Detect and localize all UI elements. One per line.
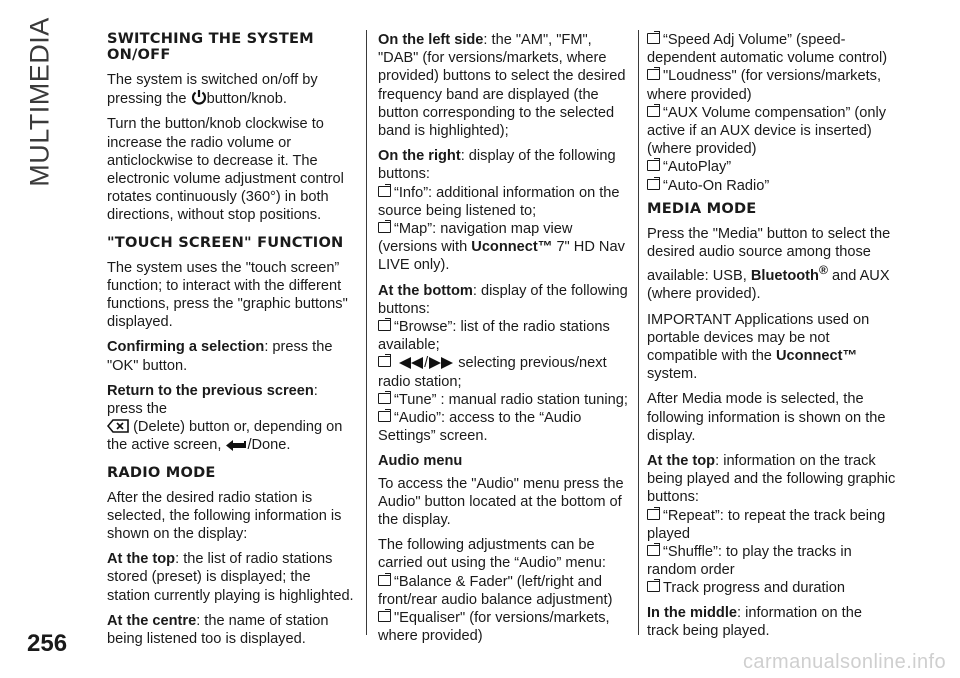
bullet-icon — [647, 106, 660, 117]
paragraph-important: IMPORTANT Applications used on portable devices may be not compatible with the Uconnect™ system. — [647, 311, 870, 383]
bullet-icon — [647, 160, 660, 171]
paragraph-audio-adjust: The following adjustments can be carried out using the “Audio” menu: — [378, 537, 606, 572]
bullet-icon — [378, 611, 391, 622]
watermark: carmanualsonline.info — [743, 651, 946, 673]
list-item: "Loudness" (for versions/markets, where provided) — [647, 68, 882, 103]
heading-radio-mode: RADIO MODE — [107, 463, 216, 481]
list-item: “Repeat”: to repeat the track being played — [647, 507, 886, 542]
bullet-icon — [647, 69, 660, 80]
list-item: “Shuffle”: to play the tracks in random order — [647, 543, 852, 579]
delete-icon — [107, 419, 129, 433]
column-2 — [378, 31, 630, 646]
bullet-icon — [378, 320, 391, 331]
list-item: “AutoPlay” — [647, 158, 897, 176]
paragraph-media-source: Press the "Media" button to select the desired audio source among those available: USB, Bluetooth® and AUX (where provided). — [647, 225, 891, 303]
list-item: “AUX Volume compensation” (only active if an AUX device is inserted) (where provided) — [647, 104, 887, 158]
bullet-icon — [647, 33, 660, 44]
list-item: Track progress and duration — [647, 579, 897, 597]
paragraph-media-info: After Media mode is selected, the following information is shown on the display. — [647, 391, 886, 444]
list-item: / selecting previous/next radio station; — [378, 355, 607, 390]
list-item: “Audio”: access to the “Audio Settings” screen. — [378, 410, 582, 445]
list-item: “Auto-On Radio” — [647, 177, 897, 195]
paragraph-radio-top: At the top: the list of radio stations stored (preset) is displayed; the station currently playing is highlighted. — [107, 551, 354, 604]
paragraph-volume: Turn the button/knob clockwise to increase the radio volume or anticlockwise to decrease it. The electronic volume adjustment control rotates continuously (360°) in both directions, without stop positions. — [107, 116, 344, 224]
list-item: “Balance & Fader" (left/right and front/rear audio balance adjustment) — [378, 573, 613, 608]
bullet-icon — [378, 575, 391, 586]
paragraph-audio-access: To access the "Audio" menu press the Audio" button located at the bottom of the display. — [378, 475, 624, 529]
list-item: "Equaliser" (for versions/markets, where provided) — [378, 610, 610, 645]
bullet-icon — [378, 186, 391, 197]
paragraph-right: On the right: display of the following buttons: — [378, 148, 616, 183]
previous-icon — [398, 357, 424, 369]
back-arrow-icon — [225, 437, 247, 451]
paragraph-media-top: At the top: information on the track being played and the following graphic buttons: — [647, 452, 896, 506]
power-icon — [191, 89, 207, 105]
paragraph-radio-centre: At the centre: the name of station being listened too is displayed. — [107, 612, 329, 648]
paragraph-confirm: Confirming a selection: press the "OK" button. — [107, 339, 333, 374]
paragraph-power: The system is switched on/off by pressing the button/knob. — [107, 72, 318, 108]
bullet-icon — [647, 581, 660, 592]
heading-audio-menu: Audio menu — [378, 453, 463, 470]
list-item: “Tune” : manual radio station tuning; — [378, 391, 630, 409]
bullet-icon — [378, 222, 391, 233]
list-item: “Info”: additional information on the source being listened to; — [378, 184, 620, 219]
bullet-icon — [647, 545, 660, 556]
list-item: “Map”: navigation map view (versions with Uconnect™ 7" HD Nav LIVE only). — [378, 221, 625, 274]
section-side-label: MULTIMEDIA — [24, 17, 55, 187]
paragraph-bottom: At the bottom: display of the following buttons: — [378, 282, 628, 317]
bullet-icon — [378, 356, 391, 367]
paragraph-return: Return to the previous screen: press the (Delete) button or, depending on the active screen, /Done. — [107, 382, 343, 454]
column-divider-1 — [366, 30, 367, 635]
paragraph-radio-intro: After the desired radio station is selected, the following information is shown on the display: — [107, 489, 342, 543]
column-1 — [107, 31, 357, 655]
heading-switching: SWITCHING THE SYSTEM ON/OFF — [107, 30, 314, 63]
list-item: “Speed Adj Volume” (speed-dependent automatic volume control) — [647, 32, 888, 67]
heading-media-mode: MEDIA MODE — [647, 199, 757, 217]
bullet-icon — [647, 509, 660, 520]
paragraph-left-side: On the left side: the "AM", "FM", "DAB" (for versions/markets, where provided) buttons to select the desired frequency band are displayed (the button corresponding to the selected band is highlighted); — [378, 32, 626, 140]
paragraph-touch: The system uses the "touch screen” function; to interact with the different functions, press the "graphic buttons" displayed. — [107, 259, 348, 331]
column-3 — [647, 31, 897, 647]
next-icon — [428, 357, 454, 369]
bullet-icon — [378, 393, 391, 404]
bullet-icon — [647, 179, 660, 190]
list-item: “Browse”: list of the radio stations available; — [378, 319, 610, 354]
heading-touch-screen: "TOUCH SCREEN" FUNCTION — [107, 233, 344, 251]
page-number: 256 — [27, 630, 68, 657]
column-divider-2 — [638, 30, 639, 635]
paragraph-media-middle: In the middle: information on the track being played. — [647, 604, 862, 639]
bullet-icon — [378, 411, 391, 422]
